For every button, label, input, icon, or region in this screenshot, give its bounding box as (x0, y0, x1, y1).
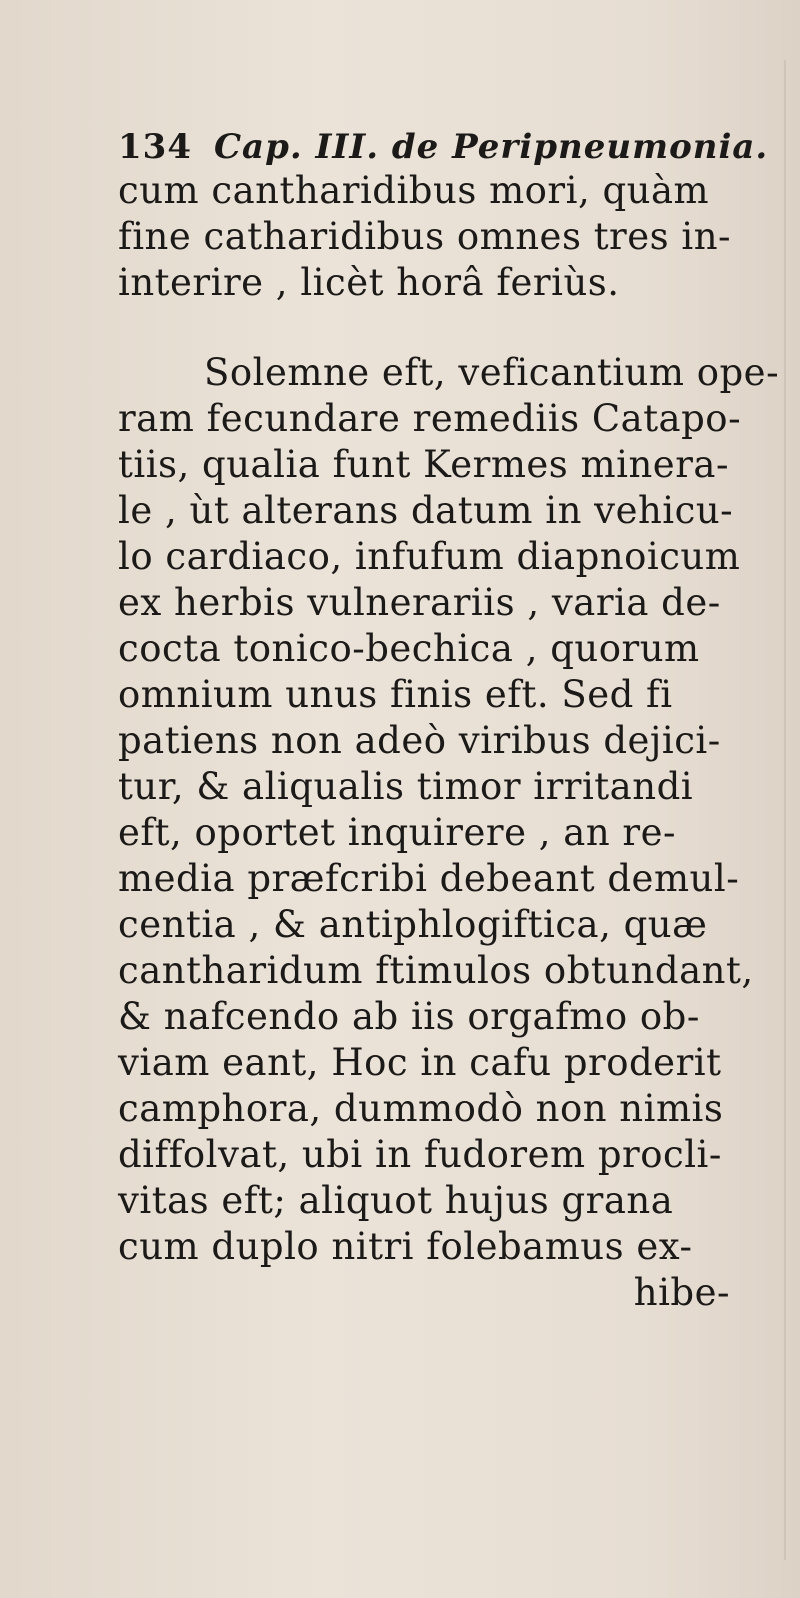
text-line: cum cantharidibus mori, quàm (118, 169, 710, 212)
text-line: & nafcendo ab iis orgafmo ob- (118, 995, 700, 1038)
paragraph-1 (118, 168, 778, 306)
text-line: patiens non adeò viribus dejici- (118, 719, 721, 762)
text-line: ex herbis vulnerariis , varia de- (118, 581, 721, 624)
text-line: cantharidum ftimulos obtundant, (118, 949, 754, 992)
running-title: Cap. III. de Peripneumonia. (213, 127, 769, 167)
page-number: 134 (118, 127, 192, 167)
text-line: diffolvat, ubi in fudorem procli- (118, 1133, 722, 1176)
text-line: Solemne eft, veficantium ope- (204, 351, 780, 394)
text-line: tur, & aliqualis timor irritandi (118, 765, 694, 808)
text-line: interire , licèt horâ feriùs. (118, 261, 620, 304)
text-line: ram fecundare remediis Catapo- (118, 397, 742, 440)
catchword: hibe- (633, 1271, 730, 1314)
text-line: lo cardiaco, infufum diapnoicum (118, 535, 741, 578)
text-line: fine catharidibus omnes tres in- (118, 215, 732, 258)
page-edge (784, 60, 786, 1560)
text-line: camphora, dummodò non nimis (118, 1087, 724, 1130)
paragraph-2 (118, 350, 778, 1316)
text-line: media præfcribi debeant demul- (118, 857, 740, 900)
text-line: tiis, qualia funt Kermes minera- (118, 443, 729, 486)
text-line: cocta tonico-bechica , quorum (118, 627, 700, 670)
text-line: le , ùt alterans datum in vehicu- (118, 489, 734, 532)
text-line: omnium unus finis eft. Sed fi (118, 673, 673, 716)
text-line: eft, oportet inquirere , an re- (118, 811, 676, 854)
text-line: centia , & antiphlogiftica, quæ (118, 903, 708, 946)
running-header (118, 127, 768, 167)
text-line: cum duplo nitri folebamus ex- (118, 1225, 693, 1268)
text-line: vitas eft; aliquot hujus grana (118, 1179, 674, 1222)
text-line: viam eant, Hoc in cafu proderit (118, 1041, 722, 1084)
